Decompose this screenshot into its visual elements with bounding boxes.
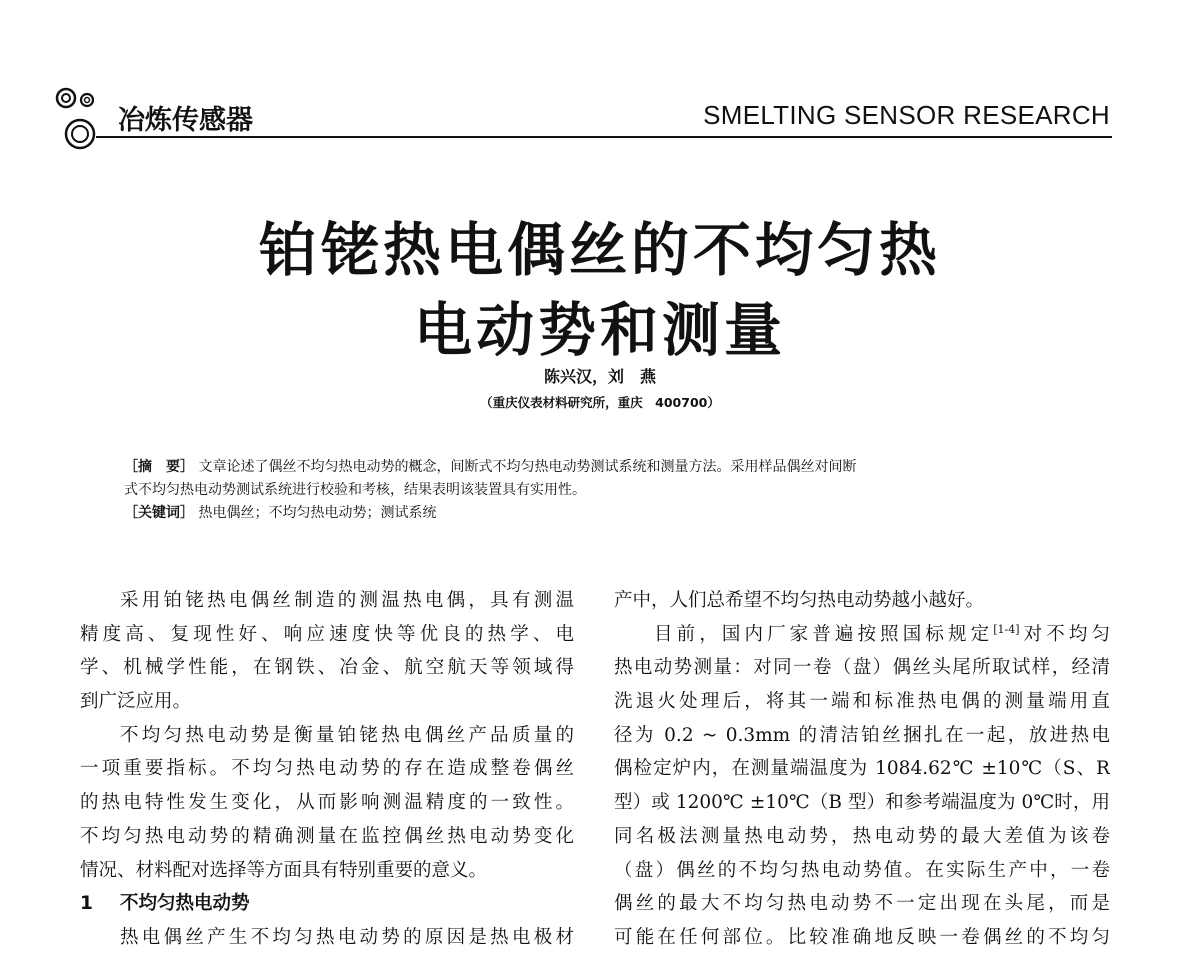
right-column	[614, 584, 1110, 955]
journal-name-cn: 冶炼传感器	[118, 105, 253, 136]
abstract-text: 文章论述了偶丝不均匀热电动势的概念，间断式不均匀热电动势测试系统和测量方法。采用样品偶丝对间断	[198, 459, 857, 475]
text-line: 偶丝的最大不均匀热电动势不一定出现在头尾，而是	[614, 893, 1110, 915]
text-line: 不均匀热电动势的精确测量在监控偶丝热电动势变化	[80, 825, 574, 847]
text-line: 同名极法测量热电动势，热电动势的最大差值为该卷	[614, 825, 1110, 847]
section-title: 不均匀热电动势	[120, 893, 250, 915]
text-line: 产中，人们总希望不均匀热电动势越小越好。	[614, 590, 985, 611]
text-line: 偶检定炉内，在测量端温度为 1084.62℃ ±10℃（S、R	[614, 758, 1110, 780]
abstract-label: ［摘 要］	[124, 459, 194, 475]
keywords-label: ［关键词］	[124, 505, 194, 521]
text-line: 热电动势测量：对同一卷（盘）偶丝头尾所取试样，经清	[614, 657, 1110, 679]
text-line: 到广泛应用。	[80, 691, 192, 713]
text-line: （盘）偶丝的不均匀热电动势值。在实际生产中，一卷	[614, 859, 1110, 881]
text-line: 径为 0.2 ~ 0.3mm 的清洁铂丝捆扎在一起，放进热电	[614, 724, 1110, 746]
text-line: 的热电特性发生变化，从而影响测温精度的一致性。	[80, 792, 574, 814]
text-line: 热电偶丝产生不均匀热电动势的原因是热电极材	[120, 926, 574, 948]
authors: 陈兴汉，刘 燕	[543, 367, 656, 386]
text-line: 不均匀热电动势是衡量铂铑热电偶丝产品质量的	[120, 724, 574, 746]
abstract-line	[124, 456, 1074, 479]
left-column	[80, 584, 574, 955]
text-line: 型）或 1200℃ ±10℃（B 型）和参考端温度为 0℃时，用	[614, 792, 1110, 814]
abstract	[124, 456, 1074, 525]
article-title-line2: 电动势和测量	[413, 296, 786, 364]
text-line: 精度高、复现性好、响应速度快等优良的热学、电	[80, 623, 574, 645]
section-number: 1	[80, 893, 93, 915]
text-line	[614, 618, 1110, 652]
text-span: 对不均匀	[1019, 623, 1110, 645]
text-line: 一项重要指标。不均匀热电动势的存在造成整卷偶丝	[80, 758, 574, 780]
keywords-line	[124, 502, 1074, 525]
header-rule	[96, 136, 1112, 138]
affiliation: （重庆仪表材料研究所，重庆 400700）	[480, 395, 720, 410]
concentric-circles-icon	[52, 84, 122, 150]
text-line: 采用铂铑热电偶丝制造的测温热电偶，具有测温	[120, 590, 574, 611]
citation[interactable]: [1-4]	[993, 622, 1020, 636]
keywords: 热电偶丝；不均匀热电动势；测试系统	[198, 505, 437, 521]
section-heading	[80, 887, 574, 921]
journal-name-en: SMELTING SENSOR RESEARCH	[703, 100, 1110, 130]
text-line: 情况、材料配对选择等方面具有特别重要的意义。	[80, 859, 488, 881]
abstract-line: 式不均匀热电动势测试系统进行校验和考核，结果表明该装置具有实用性。	[124, 482, 586, 498]
article-title-line1: 铂铑热电偶丝的不均匀热	[258, 216, 941, 284]
text-span: 目前，国内厂家普遍按照国标规定	[654, 623, 994, 645]
text-line: 洗退火处理后，将其一端和标准热电偶的测量端用直	[614, 691, 1110, 713]
text-line: 学、机械学性能，在钢铁、冶金、航空航天等领域得	[80, 657, 574, 679]
text-line: 可能在任何部位。比较准确地反映一卷偶丝的不均匀	[614, 926, 1110, 948]
